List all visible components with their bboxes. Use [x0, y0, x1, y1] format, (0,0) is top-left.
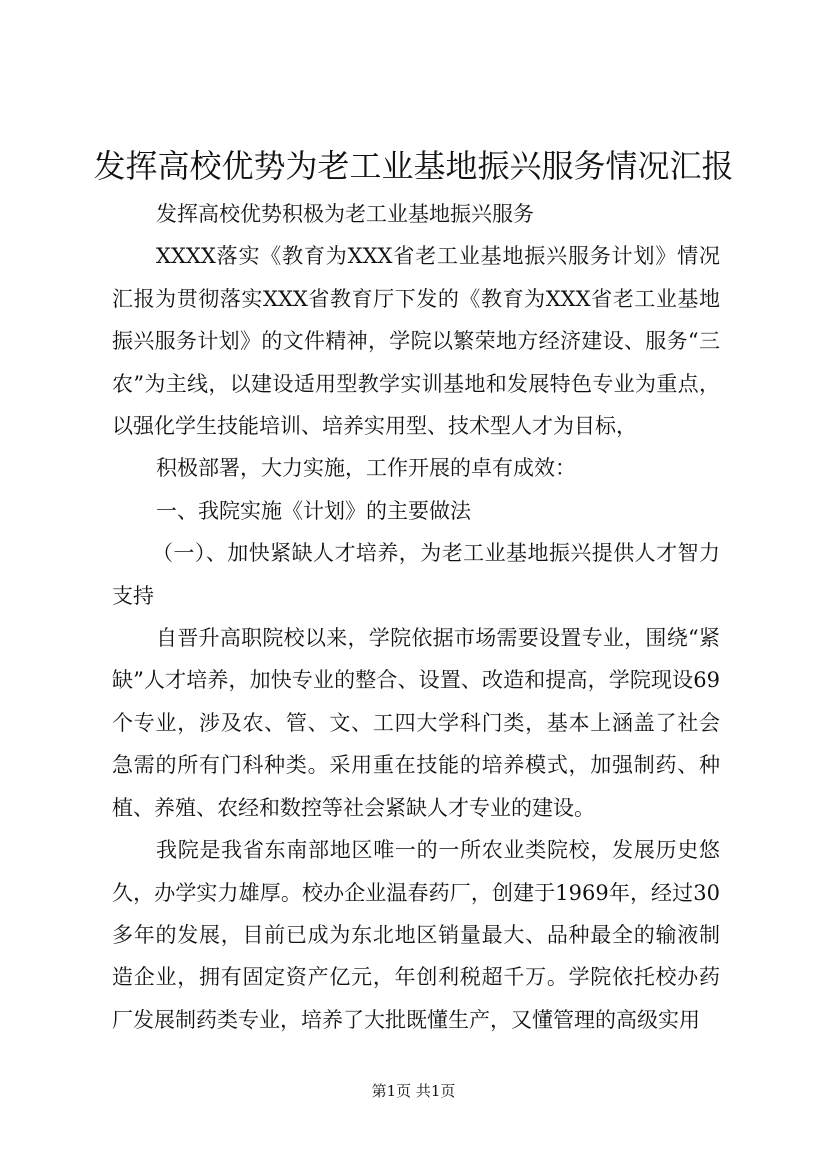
section-heading: 一、我院实施《计划》的主要做法: [156, 498, 471, 523]
subtitle-paragraph: 发挥高校优势积极为老工业基地振兴服务: [156, 202, 534, 226]
body-paragraph: 我院是我省东南部地区唯一的一所农业类院校，发展历史悠久，办学实力雄厚。校办企业温春药厂，创建于1969年，经过30多年的发展，目前已成为东北地区销量最大、品种最全的输液制造企业，拥有固定资产亿元，年创利税超千万。学院依托校办药厂发展制药类专业，培养了大批既懂生产，又懂管理的高级实用: [112, 838, 720, 1032]
document-body: [112, 193, 720, 1041]
body-paragraph: 积极部署，大力实施，工作开展的卓有成效：: [156, 456, 576, 481]
page-footer: 第1页 共1页: [371, 1082, 456, 1100]
body-paragraph: 自晋升高职院校以来，学院依据市场需要设置专业，围绕“紧缺”人才培养，加快专业的整合、设置、改造和提高，学院现设69个专业，涉及农、管、文、工四大学科门类，基本上涵盖了社会急需的所有门科种类。采用重在技能的培养模式，加强制药、种植、养殖、农经和数控等社会紧缺人才专业的建设。: [112, 626, 720, 820]
subsection-heading: （一）、加快紧缺人才培养，为老工业基地振兴提供人才智力支持: [112, 541, 720, 608]
document-title: 发挥高校优势为老工业基地振兴服务情况汇报: [93, 147, 734, 185]
body-paragraph: XXXX落实《教育为XXX省老工业基地振兴服务计划》情况汇报为贯彻落实XXX省教育厅下发的《教育为XXX省老工业基地振兴服务计划》的文件精神，学院以繁荣地方经济建设、服务“三农”为主线，以建设适用型教学实训基地和发展特色专业为重点，以强化学生技能培训、培养实用型、技术型人才为目标，: [112, 244, 720, 439]
